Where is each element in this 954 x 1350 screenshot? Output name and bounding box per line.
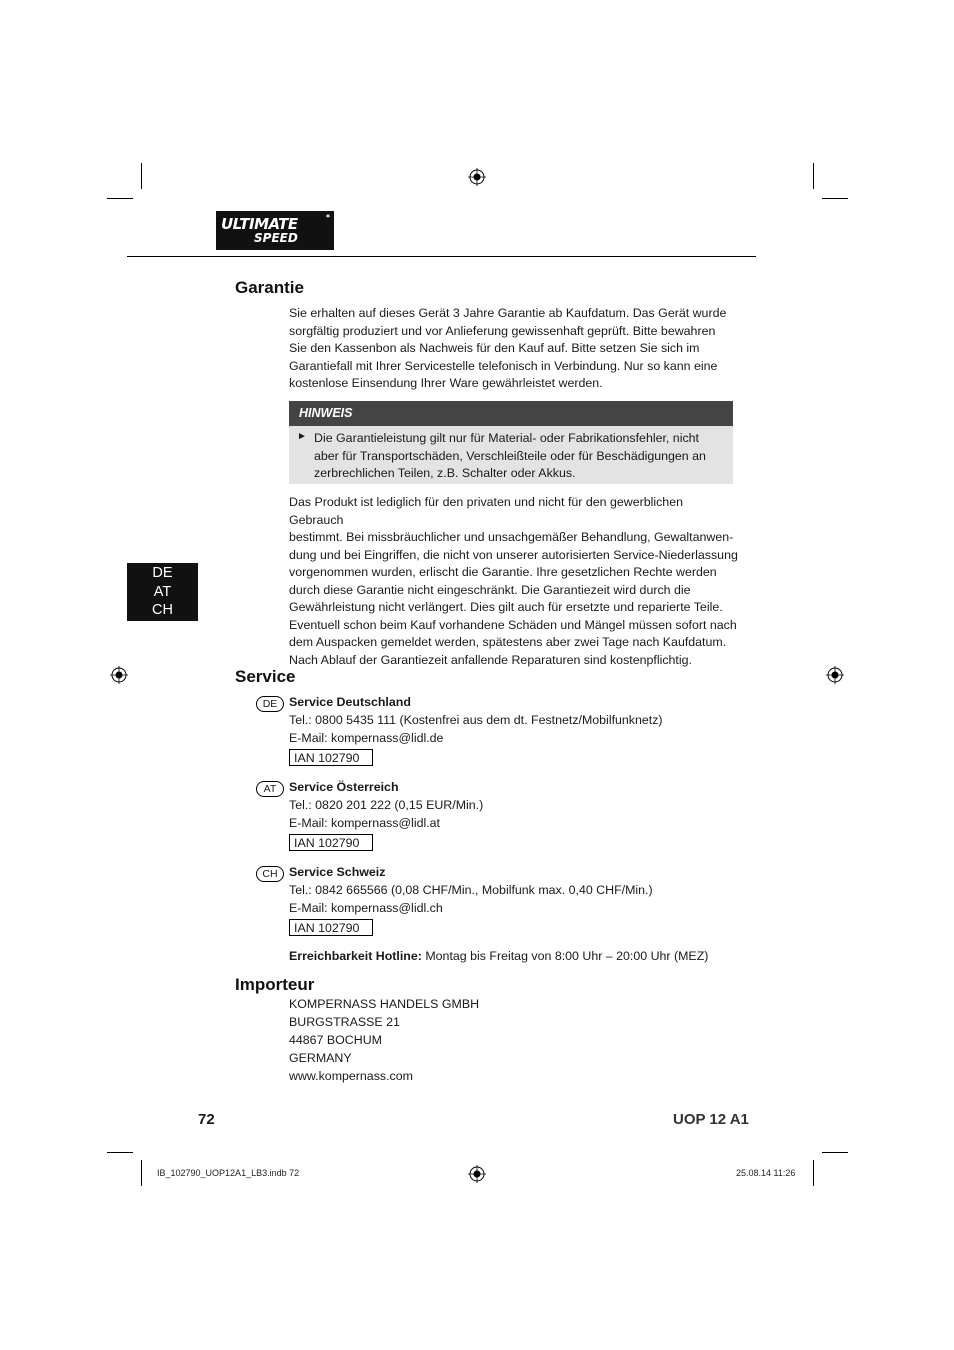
text-line: zerbrechlichen Teilen, z.B. Schalter oder Akkus.	[314, 466, 576, 480]
service-email: E-Mail: kompernass@lidl.ch	[289, 901, 443, 915]
text-line: Gewährleistung nicht verlängert. Dies gilt auch für ersetzte und reparierte Teile.	[289, 600, 723, 614]
address-line: 44867 BOCHUM	[289, 1033, 382, 1047]
section-title-importeur: Importeur	[235, 975, 315, 994]
garantie-para2	[289, 494, 739, 669]
crop-mark	[813, 163, 814, 189]
hotline-text: Montag bis Freitag von 8:00 Uhr – 20:00 Uhr (MEZ)	[421, 949, 709, 963]
ian-box: IAN 102790	[289, 834, 373, 851]
crop-mark	[813, 1160, 814, 1186]
registration-mark-icon	[468, 168, 486, 186]
service-name: Service Deutschland	[289, 695, 411, 709]
crop-mark	[822, 198, 848, 199]
section-title-garantie: Garantie	[235, 278, 304, 297]
text-line: durch diese Garantie nicht eingeschränkt. Die Garantiezeit wird durch die	[289, 582, 691, 597]
service-entry-ch	[289, 863, 653, 917]
text-line: dem Auspacken gemeldet werden, spätestens aber zwei Tage nach Kaufdatum.	[289, 635, 727, 649]
text-line: kostenlose Einsendung Ihrer Ware gewährleistet werden.	[289, 376, 603, 390]
flag-badge-de: DE	[256, 696, 284, 712]
registration-mark-icon	[826, 666, 844, 684]
lang-at: AT	[153, 583, 172, 600]
service-entry-at	[289, 778, 483, 832]
logo-line2: SPEED	[254, 231, 298, 245]
service-tel: Tel.: 0800 5435 111 (Kostenfrei aus dem dt. Festnetz/Mobilfunknetz)	[289, 713, 663, 727]
text-line: Das Produkt ist lediglich für den privaten und nicht für den gewerblichen Gebrauch	[289, 495, 683, 527]
crop-mark	[107, 198, 133, 199]
text-line: vorgenommen wurden, erlischt die Garantie. Ihre gesetzlichen Rechte werden	[289, 565, 717, 579]
model-number: UOP 12 A1	[673, 1111, 749, 1128]
ian-box: IAN 102790	[289, 749, 373, 766]
page-number: 72	[198, 1111, 215, 1128]
hotline-info	[289, 947, 708, 965]
service-entry-de	[289, 693, 663, 747]
website-line: www.kompernass.com	[289, 1069, 413, 1083]
service-tel: Tel.: 0820 201 222 (0,15 EUR/Min.)	[289, 798, 484, 812]
crop-mark	[107, 1152, 133, 1153]
address-line: GERMANY	[289, 1051, 352, 1065]
crop-mark	[822, 1152, 848, 1153]
lang-ch: CH	[152, 602, 173, 618]
importeur-address	[289, 995, 479, 1085]
lang-de: DE	[152, 565, 173, 581]
service-email: E-Mail: kompernass@lidl.de	[289, 731, 444, 745]
service-email: E-Mail: kompernass@lidl.at	[289, 816, 440, 830]
text-line: dung und bei Eingriffen, die nicht von unserer autorisierten Service-Niederlassung	[289, 547, 738, 562]
hinweis-box	[289, 401, 733, 484]
section-title-service: Service	[235, 667, 296, 686]
arrow-right-icon: ►	[297, 431, 307, 442]
text-line: Garantiefall mit Ihrer Servicestelle telefonisch in Verbindung. Nur so kann eine	[289, 358, 718, 373]
language-tab	[127, 563, 198, 621]
flag-badge-at: AT	[256, 781, 284, 797]
address-line: BURGSTRASSE 21	[289, 1015, 400, 1029]
address-line: KOMPERNASS HANDELS GMBH	[289, 997, 480, 1011]
text-line: Die Garantieleistung gilt nur für Material- oder Fabrikationsfehler, nicht	[314, 431, 699, 445]
header-rule	[127, 256, 756, 257]
service-tel: Tel.: 0842 665566 (0,08 CHF/Min., Mobilfunk max. 0,40 CHF/Min.)	[289, 883, 653, 897]
brand-logo	[216, 211, 334, 250]
logo-line1: ULTIMATE	[221, 215, 298, 233]
service-name: Service Schweiz	[289, 865, 386, 879]
text-line: Sie den Kassenbon als Nachweis für den Kauf auf. Bitte setzen Sie sich im	[289, 341, 700, 355]
registration-mark-icon	[110, 666, 128, 684]
text-line: bestimmt. Bei missbräuchlicher und unsachgemäßer Behandlung, Gewaltanwen-	[289, 530, 734, 544]
text-line: Eventuell schon beim Kauf vorhandene Schäden und Mängel müssen sofort nach	[289, 617, 737, 632]
text-line: sorgfältig produziert und vor Anlieferung gewissenhaft geprüft. Bitte bewahren	[289, 323, 716, 338]
service-name: Service Österreich	[289, 780, 399, 794]
crop-mark	[141, 1160, 142, 1186]
hotline-label: Erreichbarkeit Hotline:	[289, 949, 422, 963]
slug-date: 25.08.14 11:26	[736, 1168, 796, 1178]
crop-mark	[141, 163, 142, 189]
text-line: Nach Ablauf der Garantiezeit anfallende Reparaturen sind kostenpflichtig.	[289, 652, 692, 667]
flag-badge-ch: CH	[256, 866, 284, 882]
text-line: Sie erhalten auf dieses Gerät 3 Jahre Garantie ab Kaufdatum. Das Gerät wurde	[289, 306, 727, 320]
garantie-para1	[289, 305, 739, 393]
hinweis-text	[314, 430, 724, 483]
ian-box: IAN 102790	[289, 919, 373, 936]
slug-file: IB_102790_UOP12A1_LB3.indb 72	[157, 1168, 300, 1178]
hinweis-title: HINWEIS	[289, 401, 733, 426]
registration-mark-icon	[468, 1165, 486, 1183]
logo-mark: *	[325, 213, 330, 222]
text-line: aber für Transportschäden, Verschleißteile oder für Beschädigungen an	[314, 448, 706, 463]
